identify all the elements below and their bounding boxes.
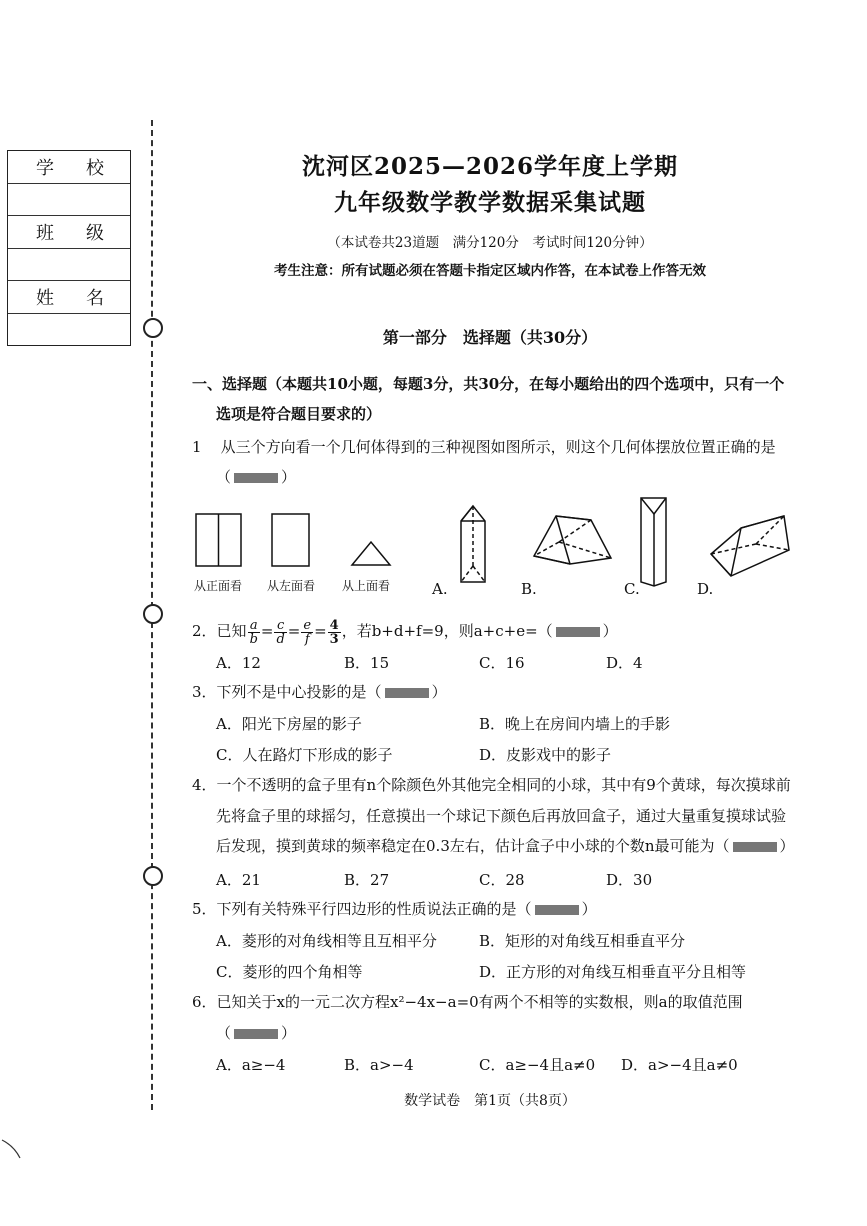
school-label-row: 学 校 <box>8 151 130 184</box>
choice-d-prism <box>711 516 789 576</box>
binding-hole-3 <box>143 866 163 886</box>
choice-c-prism <box>641 498 666 586</box>
choice-a-prism <box>461 506 485 582</box>
class-label-row: 班 级 <box>8 216 130 249</box>
exam-notice: 考生注意：所有试题必须在答题卡指定区域内作答，在本试卷上作答无效 <box>274 263 706 279</box>
redacted-answer <box>385 688 429 698</box>
exam-subtitle: （本试卷共23道题 满分120分 考试时间120分钟） <box>327 235 653 251</box>
redacted-answer <box>556 627 600 637</box>
label-left-view: 从左面看 <box>267 579 316 593</box>
q2-option-d: D．4 <box>606 654 643 672</box>
redacted-answer <box>234 1029 278 1039</box>
q3-option-d: D．皮影戏中的影子 <box>479 746 612 764</box>
q6-option-d: D．a>−4且a≠0 <box>621 1056 738 1074</box>
school-field <box>8 184 130 217</box>
q6-option-b: B．a>−4 <box>344 1056 414 1074</box>
name-field <box>8 314 130 347</box>
section1-instruction-line1: 一、选择题（本题共10小题，每题3分，共30分，在每小题给出的四个选项中，只有一个 <box>192 375 785 393</box>
q1-stem: 1 从三个方向看一个几何体得到的三种视图如图所示，则这个几何体摆放位置正确的是 <box>192 438 776 456</box>
q6-stem-line1: 6．已知关于x的一元二次方程x²−4x−a=0有两个不相等的实数根，则a的取值范围 <box>192 993 743 1011</box>
scan-mark <box>0 1138 30 1168</box>
page-footer: 数学试卷 第1页（共8页） <box>404 1093 576 1109</box>
binding-hole-2 <box>143 604 163 624</box>
exam-title-line1: 沈河区2025—2026学年度上学期 <box>301 153 679 180</box>
q5-option-b: B．矩形的对角线互相垂直平分 <box>479 932 686 950</box>
redacted-answer <box>733 842 777 852</box>
q2-option-b: B．15 <box>344 654 390 672</box>
fraction-4-3: $\frac{4}{3}$ <box>329 617 339 647</box>
q1-choice-b-label: B. <box>521 580 537 598</box>
redacted-answer <box>234 473 278 483</box>
q5-stem: 5．下列有关特殊平行四边形的性质说法正确的是（ ） <box>192 900 597 918</box>
q2-stem: 2．已知 $\frac{a}{b}$ = $\frac{c}{d}$ = $\frac{e}{f}$ = $\frac{4}{3}$ ，若b+d+f=9，则a+c+e=（ ） <box>192 617 618 647</box>
q5-option-d: D．正方形的对角线互相垂直平分且相等 <box>479 963 747 981</box>
q1-choice-a-label: A. <box>432 580 448 598</box>
student-info-box <box>7 150 131 346</box>
top-view-triangle <box>352 542 390 565</box>
q4-stem-line1: 4．一个不透明的盒子里有n个除颜色外其他完全相同的小球，其中有9个黄球，每次摸球前 <box>192 776 791 794</box>
q1-choice-d-label: D. <box>697 580 714 598</box>
q6-answer-blank: （ ） <box>216 1024 297 1042</box>
name-label-row: 姓 名 <box>8 281 130 314</box>
q5-option-a: A．菱形的对角线相等且互相平分 <box>216 932 437 950</box>
section1-instruction-line2: 选项是符合题目要求的） <box>216 405 382 423</box>
q1-answer-blank: （ ） <box>216 468 297 486</box>
fraction-c-d: $\frac{c}{d}$ <box>276 617 285 647</box>
q6-option-a: A．a≥−4 <box>216 1056 286 1074</box>
q6-option-c: C．a≥−4且a≠0 <box>479 1056 596 1074</box>
fraction-a-b: $\frac{a}{b}$ <box>249 617 258 647</box>
q4-option-d: D．30 <box>606 871 653 889</box>
q3-stem: 3．下列不是中心投影的是（ ） <box>192 683 447 701</box>
label-front-view: 从正面看 <box>194 579 243 593</box>
q4-stem-line3: 后发现，摸到黄球的频率稳定在0.3左右，估计盒子中小球的个数n最可能为（ ） <box>216 837 795 855</box>
label-top-view: 从上面看 <box>342 579 391 593</box>
redacted-answer <box>535 905 579 915</box>
q3-option-c: C．人在路灯下形成的影子 <box>216 746 393 764</box>
fraction-e-f: $\frac{e}{f}$ <box>303 617 312 647</box>
q4-stem-line2: 先将盒子里的球摇匀，任意摸出一个球记下颜色后再放回盒子，通过大量重复摸球试验 <box>216 807 787 825</box>
q1-choice-c-label: C. <box>624 580 640 598</box>
q4-option-c: C．28 <box>479 871 525 889</box>
q2-option-a: A．12 <box>216 654 261 672</box>
q2-option-c: C．16 <box>479 654 525 672</box>
q5-option-c: C．菱形的四个角相等 <box>216 963 363 981</box>
q4-option-a: A．21 <box>216 871 261 889</box>
choice-b-prism <box>534 516 611 564</box>
left-view-shape <box>272 514 309 566</box>
class-field <box>8 249 130 282</box>
q4-option-b: B．27 <box>344 871 390 889</box>
exam-title-line2: 九年级数学教学数据采集试题 <box>334 189 646 216</box>
part1-heading: 第一部分 选择题（共30分） <box>382 328 598 347</box>
q3-option-b: B．晚上在房间内墙上的手影 <box>479 715 671 733</box>
q3-option-a: A．阳光下房屋的影子 <box>216 715 362 733</box>
binding-hole-1 <box>143 318 163 338</box>
